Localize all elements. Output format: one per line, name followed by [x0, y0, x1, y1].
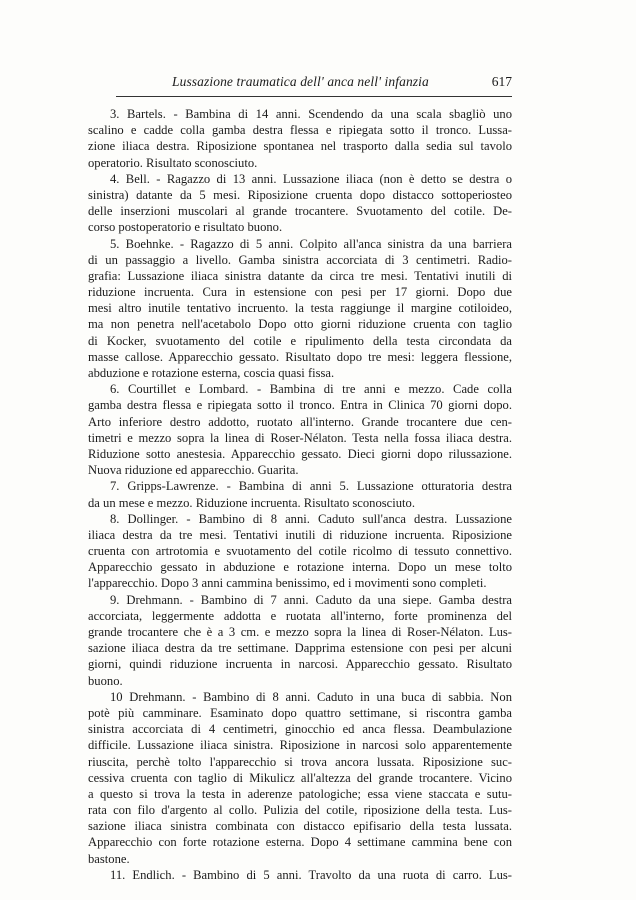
- text-line: 7. Gripps-Lawrenze. - Bambina di anni 5. Lussazione otturatoria destra: [110, 479, 512, 494]
- text-line: di un passaggio a livello. Gamba sinistra accorciata di 3 centimetri. Radio-: [88, 252, 512, 267]
- text-line: grande trocantere che è a 3 cm. e mezzo sopra la linea di Roser-Nélaton. Lus-: [88, 625, 512, 639]
- text-line: abduzione e rotazione esterna, coscia quasi fissa.: [88, 366, 335, 380]
- text-line: accorciata, leggermente addotta e ruotata all'interno, forte prominenza del: [88, 608, 512, 623]
- text-line: gamba destra flessa e ripiegata sotto il tronco. Entra in Clinica 70 giorni dopo.: [88, 398, 512, 413]
- text-line: Apparecchio gessato in abduzione e rotazione interna. Dopo un mese tolto: [88, 560, 512, 575]
- text-line: sinistra accorciata di 4 centimetri, ginocchio ed anca flessa. Deambulazione: [88, 722, 512, 737]
- text-line: 9. Drehmann. - Bambino di 7 anni. Caduto da una siepe. Gamba destra: [110, 592, 512, 607]
- header-rule: [116, 96, 512, 97]
- text-line: di Kocker, svuotamento del cotile e ripulimento della testa circondata da: [88, 333, 512, 348]
- text-line: rata con filo d'argento al collo. Pulizia del cotile, riposizione della testa. Lus-: [88, 803, 512, 818]
- text-line: delle inserzioni muscolari al grande trocantere. Svuotamento del cotile. De-: [88, 204, 512, 219]
- text-line: mesi altro inutile tentativo incruento. la testa raggiunge il margine cotiloideo,: [88, 301, 512, 316]
- text-line: sinistra) datante da 5 mesi. Riposizione cruenta dopo distacco sottoperiosteo: [88, 187, 512, 202]
- text-line: corso postoperatorio e risultato buono.: [88, 220, 283, 235]
- text-line: 6. Courtillet e Lombard. - Bambina di tre anni e mezzo. Cade colla: [110, 382, 512, 397]
- text-line: sazione iliaca destra da tre settimane. Dapprima estensione con pesi per alcuni: [88, 641, 512, 656]
- page-number: 617: [491, 74, 512, 89]
- text-line: masse callose. Apparecchio gessato. Risultato dopo tre mesi: leggera flessione,: [88, 349, 512, 364]
- text-line: potè più camminare. Esaminato dopo quattro settimane, si riscontra gamba: [88, 705, 512, 720]
- text-line: sazione iliaca sinistra combinata con distacco epifisario della testa lussata.: [88, 819, 512, 834]
- text-line: a questo si trova la testa in aderenze patologiche; essa viene staccata e sutu-: [88, 786, 512, 801]
- text-line: 10 Drehmann. - Bambino di 8 anni. Caduto in una buca di sabbia. Non: [110, 689, 512, 704]
- text-line: Riduzione sotto anestesia. Apparecchio gessato. Dieci giorni dopo rilussazione.: [88, 446, 512, 461]
- text-line: zione iliaca destra. Riposizione spontanea nel trasporto dalla sedia sul tavolo: [88, 139, 512, 154]
- text-line: l'apparecchio. Dopo 3 anni cammina benissimo, ed i movimenti sono completi.: [88, 576, 487, 591]
- text-line: iliaca destra da tre mesi. Tentativi inutili di riduzione incruenta. Riposizione: [88, 527, 512, 542]
- text-line: difficile. Lussazione iliaca sinistra. Riposizione in narcosi solo apparentemente: [88, 738, 512, 753]
- text-line: timetri e mezzo sopra la linea di Roser-Nélaton. Testa nella fossa iliaca destra.: [88, 430, 512, 445]
- text-line: grafia: Lussazione iliaca sinistra datante da circa tre mesi. Tentativi inutili di: [88, 268, 512, 283]
- text-line: riduzione incruenta. Cura in estensione con pesi per 17 giorni. Dopo due: [88, 285, 512, 300]
- text-line: 11. Endlich. - Bambino di 5 anni. Travolto da una ruota di carro. Lus-: [110, 867, 512, 882]
- text-line: 4. Bell. - Ragazzo di 13 anni. Lussazione iliaca (non è detto se destra o: [110, 171, 512, 186]
- text-line: buono.: [88, 673, 123, 688]
- page-header: [116, 74, 512, 94]
- text-line: Apparecchio con forte rotazione esterna. Dopo 4 settimane cammina bene con: [88, 835, 512, 850]
- text-line: operatorio. Risultato sconosciuto.: [88, 155, 258, 170]
- text-line: scalino e cadde colla gamba destra flessa e ripiegata sotto il tronco. Lussa-: [88, 123, 512, 138]
- text-line: giorni, quindi riduzione incruenta in narcosi. Apparecchio gessato. Risultato: [88, 657, 512, 672]
- text-line: ma non penetra nell'acetabolo Dopo otto giorni riduzione cruenta con taglio: [88, 317, 512, 332]
- text-line: riuscita, perchè tolto l'apparecchio si trova ancora lussata. Riposizione suc-: [88, 754, 512, 769]
- text-line: bastone.: [88, 851, 130, 866]
- text-line: da un mese e mezzo. Riduzione incruenta. Risultato sconosciuto.: [88, 495, 416, 510]
- text-line: Arto inferiore destro addotto, ruotato all'interno. Grande trocantere due cen-: [88, 414, 512, 429]
- text-line: 8. Dollinger. - Bambino di 8 anni. Caduto sull'anca destra. Lussazione: [110, 511, 512, 526]
- running-title: Lussazione traumatica dell' anca nell' infanzia: [172, 74, 429, 89]
- text-line: cruenta con artrotomia e svuotamento del cotile ricolmo di tessuto connettivo.: [88, 544, 512, 559]
- text-line: 5. Boehnke. - Ragazzo di 5 anni. Colpito all'anca sinistra da una barriera: [110, 236, 512, 251]
- text-line: 3. Bartels. - Bambina di 14 anni. Scendendo da una scala sbagliò uno: [110, 107, 512, 121]
- text-line: cessiva cruenta con taglio di Mikulicz all'altezza del grande trocantere. Vicino: [88, 770, 512, 785]
- text-line: Nuova riduzione ed apparecchio. Guarita.: [88, 463, 299, 478]
- body-text: [88, 106, 512, 883]
